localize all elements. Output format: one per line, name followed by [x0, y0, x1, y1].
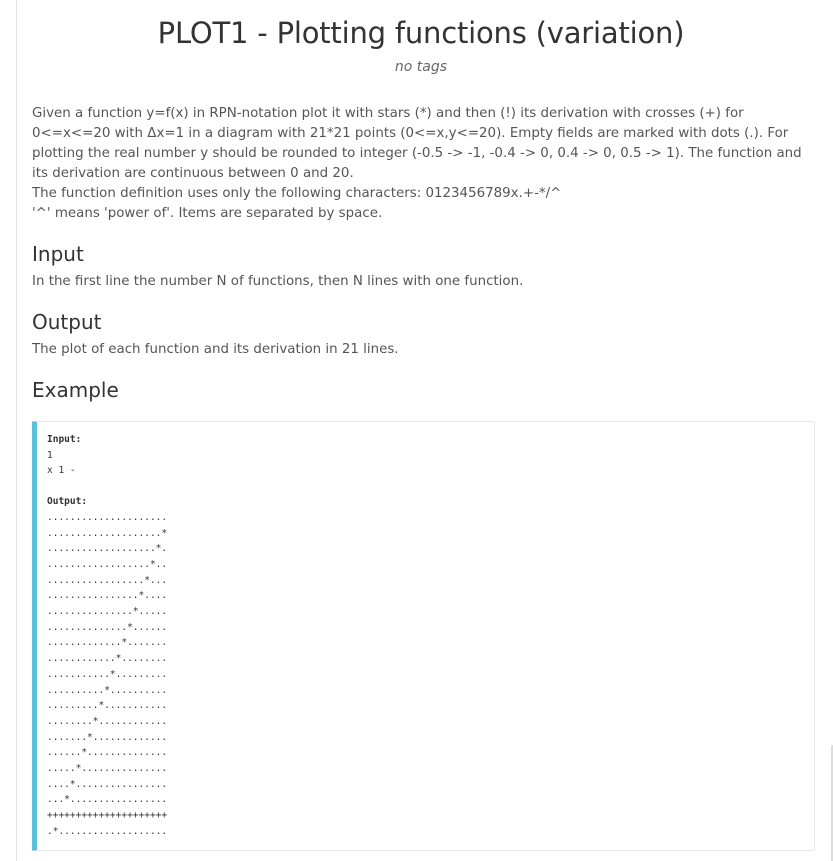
statement-paragraph: Given a function y=f(x) in RPN-notation plot it with stars (*) and then (!) its derivation with crosses (+) for 0<=x<=20 with Δx=1 in a diagram with 21*21 points (0<=x,y<=20). Empty fields are marked with dots (.). For plotting the real number y should be rounded to integer (-0.5 -> -1, -0.4 -> 0, 0.4 -> 0, 0.5 -> 1). The function and its derivation are continuous between 0 and 20. [32, 106, 802, 181]
input-section-text: In the first line the number N of functions, then N lines with one function. [32, 274, 524, 289]
output-section-text: The plot of each function and its derivation in 21 lines. [32, 342, 399, 357]
left-border [16, 0, 17, 861]
statement-charset-line: The function definition uses only the following characters: 0123456789x.+-*/^ [32, 186, 562, 201]
example-output-label: Output: [47, 496, 88, 508]
statement-power-line: '^' means 'power of'. Items are separated by space. [32, 206, 383, 221]
example-output-text: ..................... ....................* ...................*. ..................*.. .................*... ................*.... ...............*..... ..............*...... .............*....... ............*........ ...........*......... ..........*.......... .........*........... ........*............ .......*............. ......*.............. .....*............... ....*................ ...*................. +++++++++++++++++++++ .*................... [47, 511, 168, 837]
problem-statement [32, 104, 810, 224]
tags-label: no tags [394, 59, 448, 75]
example-input-label: Input: [47, 434, 82, 445]
example-input-text: 1 x 1 - [47, 449, 76, 477]
problem-content [32, 0, 810, 851]
example-section-title: Example [32, 378, 119, 402]
output-section-title: Output [32, 310, 102, 334]
page-title: PLOT1 - Plotting functions (variation) [157, 16, 685, 50]
input-section-title: Input [32, 242, 84, 266]
example-box [32, 421, 815, 851]
